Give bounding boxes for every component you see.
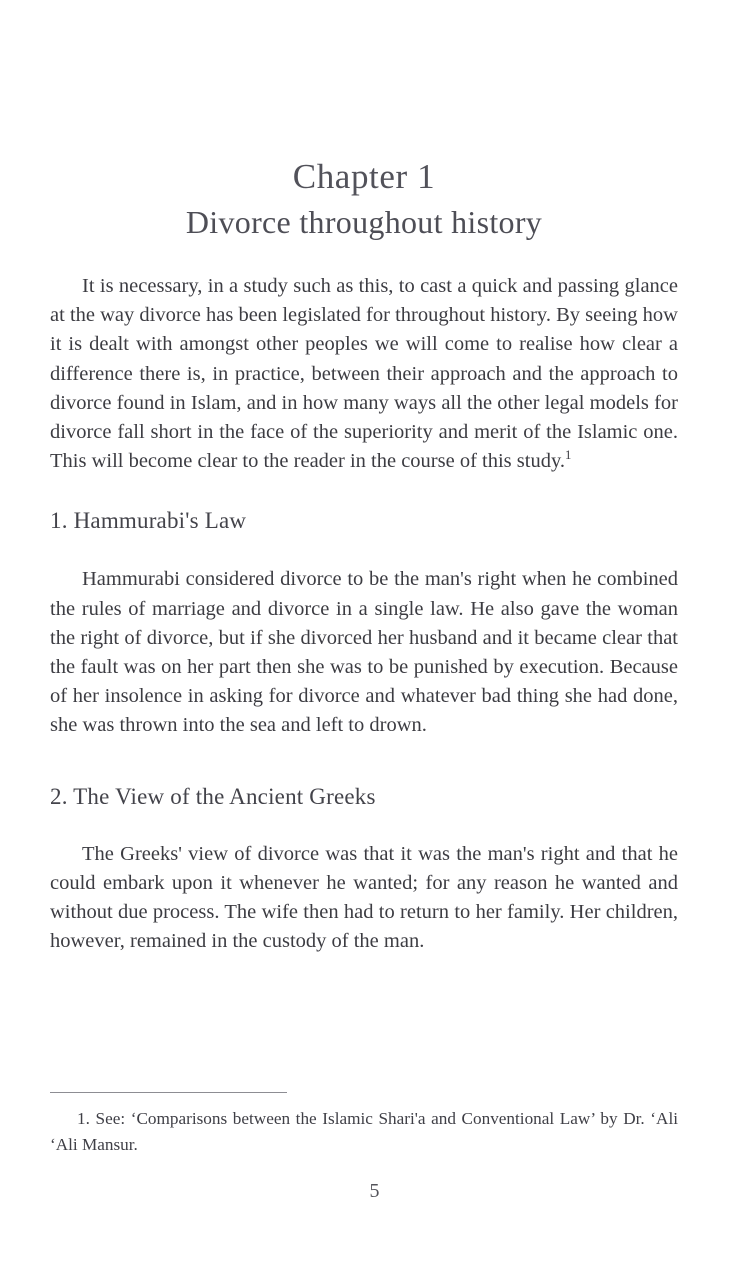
chapter-heading xyxy=(50,155,678,243)
footnote-separator-rule xyxy=(50,1092,287,1093)
section-heading-hammurabi: 1. Hammurabi's Law xyxy=(50,508,247,534)
footnote-item-1: 1. See: ‘Comparisons between the Islamic Shari'a and Conventional Law’ by Dr. ‘Ali ‘Ali Mansur. xyxy=(50,1109,678,1154)
footnote-reference-1: 1 xyxy=(565,448,572,463)
paragraph-ancient-greeks: The Greeks' view of divorce was that it was the man's right and that he could embark upon it whenever he wanted; for any reason he wanted and without due process. The wife then had to return to her family. Her children, however, remained in the custody of the man. xyxy=(50,842,678,953)
footnote-block xyxy=(50,1092,678,1157)
page-content xyxy=(50,0,678,956)
chapter-number: Chapter 1 xyxy=(292,157,436,196)
paragraph-hammurabi: Hammurabi considered divorce to be the man's right when he combined the rules of marriage and divorce in a single law. He also gave the woman the right of divorce, but if she divorced her husband and it became clear that the fault was on her part then she was to be punished by execution. Because of her insolence in asking for divorce and whatever bad thing she had done, she was thrown into the sea and left to drown. xyxy=(50,568,678,737)
paragraph-introduction xyxy=(50,272,678,476)
paragraph-introduction-text: It is necessary, in a study such as this, to cast a quick and passing glance at the way divorce has been legislated for throughout history. By seeing how it is dealt with amongst other peoples we will come to realise how clear a difference there is, in practice, between their approach and the approach to divorce found in Islam, and in how many ways all the other legal models for divorce fall short in the face of the superiority and merit of the Islamic one. This will become clear to the reader in the course of this study. xyxy=(50,275,678,473)
chapter-title: Divorce throughout history xyxy=(185,204,543,240)
section-heading-ancient-greeks: 2. The View of the Ancient Greeks xyxy=(50,783,376,809)
page-number-folio: 5 xyxy=(369,1180,380,1202)
